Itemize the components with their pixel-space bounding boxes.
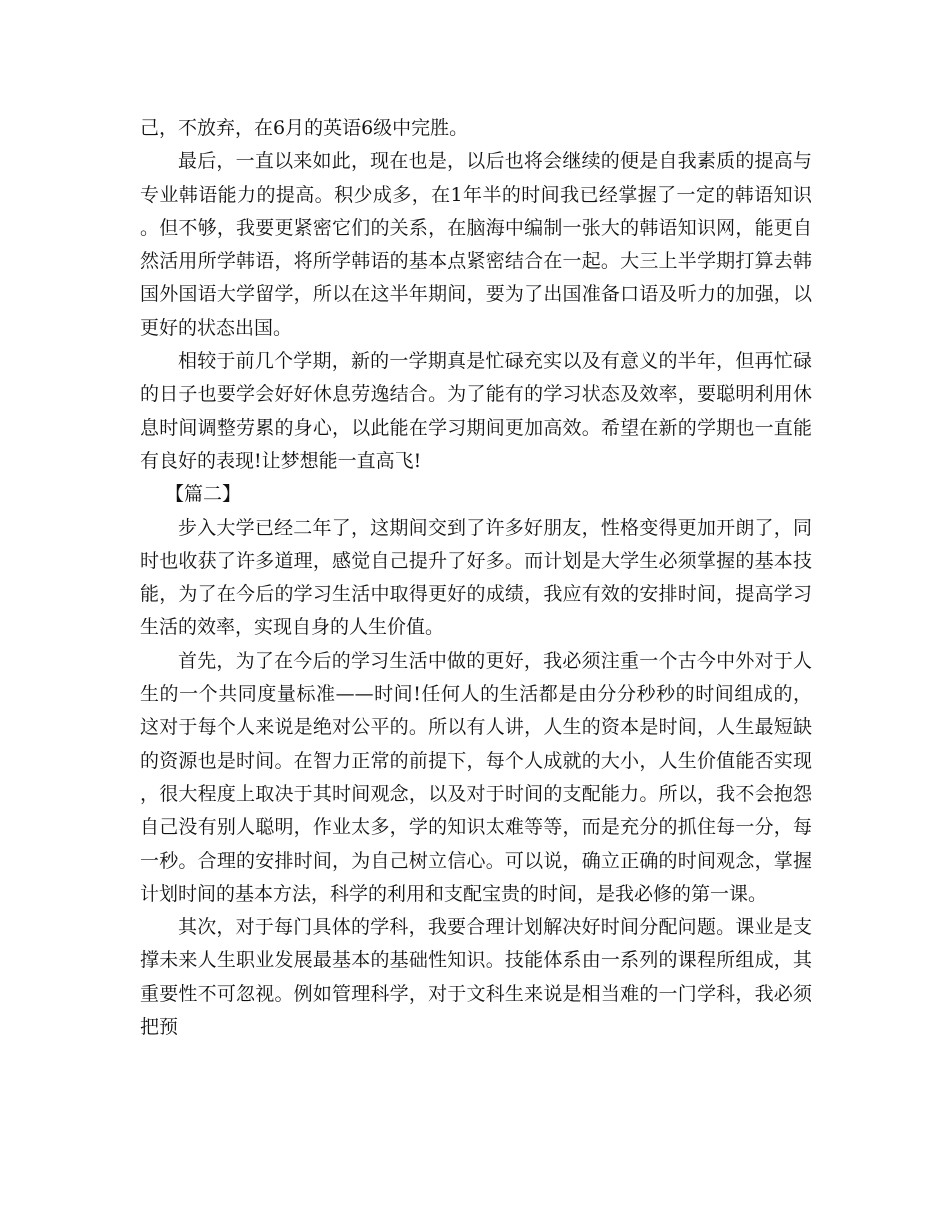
paragraph-comparison: 相较于前几个学期，新的一学期真是忙碌充实以及有意义的半年，但再忙碌的日子也要学会好好休息劳逸结合。为了能有的学习状态及效率，要聪明利用休息时间调整劳累的身心，以此能在学习期间更加高效。希望在新的学期也一直能有良好的表现!让梦想能一直高飞! [140, 350, 812, 472]
paragraph-first: 首先，为了在今后的学习生活中做的更好，我必须注重一个古今中外对于人生的一个共同度量标准——时间!任何人的生活都是由分分秒秒的时间组成的，这对于每个人来说是绝对公平的。所以有人讲，人生的资本是时间，人生最短缺的资源也是时间。在智力正常的前提下，每个人成就的大小，人生价值能否实现，很大程度上取决于其时间观念，以及对于时间的支配能力。所以，我不会抱怨自己没有别人聪明，作业太多，学的知识太难等等，而是充分的抓住每一分，每一秒。合理的安排时间，为自己树立信心。可以说，确立正确的时间观念，掌握计划时间的基本方法，科学的利用和支配宝贵的时间，是我必修的第一课。 [140, 649, 812, 905]
paragraph-second: 其次，对于每门具体的学科，我要合理计划解决好时间分配问题。课业是支撑未来人生职业发展最基本的基础性知识。技能体系由一系列的课程所组成，其重要性不可忽视。例如管理科学，对于文科生来说是相当难的一门学科，我必须把预 [140, 916, 812, 1039]
paragraph-intro: 步入大学已经二年了，这期间交到了许多好朋友，性格变得更加开朗了，同时也收获了许多道理，感觉自己提升了好多。而计划是大学生必须掌握的基本技能，为了在今后的学习生活中取得更好的成绩，我应有效的安排时间，提高学习生活的效率，实现自身的人生价值。 [140, 516, 812, 639]
section-heading: 【篇二】 [165, 483, 242, 506]
document-page [140, 112, 812, 1044]
paragraph-finally: 最后，一直以来如此，现在也是，以后也将会继续的便是自我素质的提高与专业韩语能力的提高。积少成多，在1年半的时间我已经掌握了一定的韩语知识。但不够，我要更紧密它们的关系，在脑海中编制一张大的韩语知识网，能更自然活用所学韩语，将所学韩语的基本点紧密结合在一起。大三上半学期打算去韩国外国语大学留学，所以在这半年期间，要为了出国准备口语及听力的加强，以更好的状态出国。 [140, 150, 812, 339]
paragraph-continuation: 己，不放弃，在6月的英语6级中完胜。 [140, 117, 469, 139]
